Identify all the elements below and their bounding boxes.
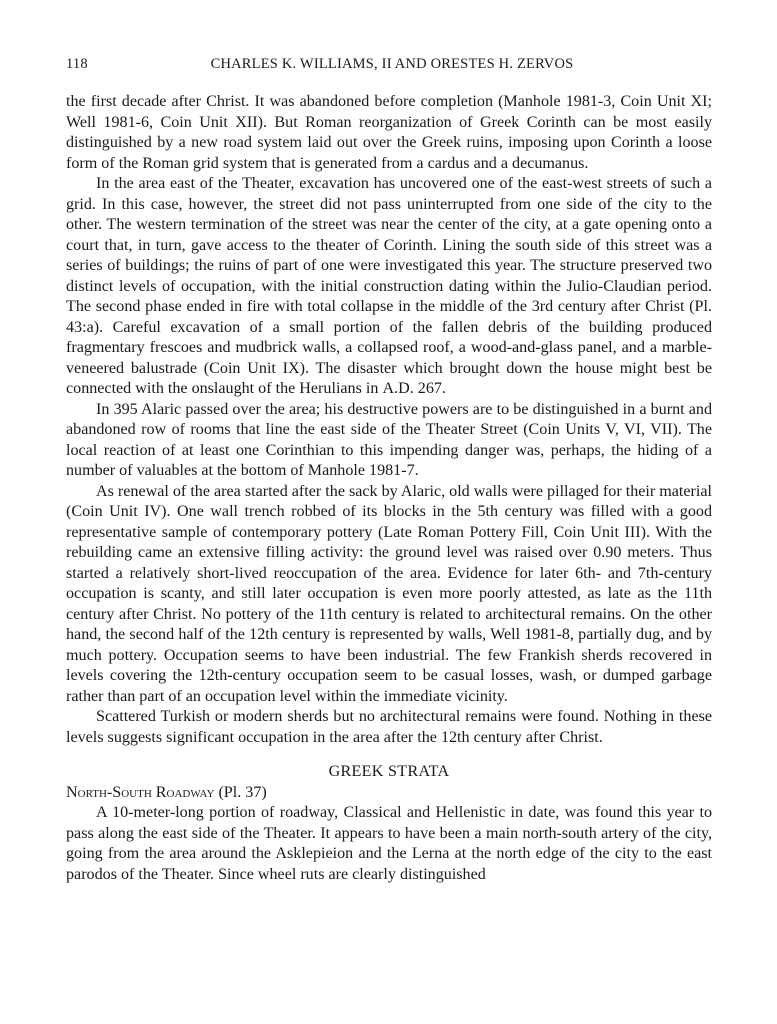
paragraph-east-west-street	[66, 174, 712, 400]
running-head	[66, 56, 712, 78]
body-text	[66, 92, 712, 885]
era-abbreviation: A.D.	[382, 380, 414, 397]
paragraph-renewal: As renewal of the area started after the sack by Alaric, old walls were pillaged for their material (Coin Unit IV). One wall trench robbed of its blocks in the 5th century was filled with a good representative sample of contemporary pottery (Late Roman Pottery Fill, Coin Unit III). With the rebuilding came an extensive filling activity: the ground level was raised over 0.90 meters. Thus started a relatively short-lived reoccupation of the area. Evidence for later 6th- and 7th-century occupation is scanty, and still later occupation is even more poorly attested, as late as the 11th century after Christ. No pottery of the 11th century is related to architectural remains. On the other hand, the second half of the 12th century is represented by walls, Well 1981-8, partially dug, and by much pottery. Occupation seems to have been industrial. The few Frankish sherds recovered in levels covering the 12th-century occupation seem to be casual losses, wash, or dumped garbage rather than part of an occupation level within the immediate vicinity.	[66, 482, 712, 705]
paragraph-alaric: In 395 Alaric passed over the area; his destructive powers are to be distinguished in a burnt and abandoned row of rooms that line the east side of the Theater Street (Coin Units V, VI, VII). The local reaction of at least one Corinthian to this impending danger was, perhaps, the hiding of a number of valuables at the bottom of Manhole 1981-7.	[66, 400, 712, 479]
paragraph-turkish-sherds: Scattered Turkish or modern sherds but no architectural remains were found. Nothing in these levels suggests significant occupation in the area after the 12th century after Christ.	[66, 708, 712, 746]
page	[66, 56, 712, 885]
running-head-authors: CHARLES K. WILLIAMS, II AND ORESTES H. ZERVOS	[210, 56, 574, 72]
subsection-title: North-South Roadway	[66, 783, 215, 801]
subsection-heading	[66, 783, 712, 804]
paragraph-east-west-street-text: In the area east of the Theater, excavation has uncovered one of the east-west streets of such a grid. In this case, however, the street did not pass uninterrupted from one side of the city to the other. The western termination of the street was near the center of the city, at a gate opening onto a court that, in turn, gave access to the theater of Corinth. Lining the south side of this street was a series of buildings; the ruins of part of one were investigated this year. The structure preserved two distinct levels of occupation, with the initial construction dating within the Julio-Claudian period. The second phase ended in fire with total collapse in the middle of the 3rd century after Christ (Pl. 43:a). Careful excavation of a small portion of the fallen debris of the building produced fragmentary frescoes and mudbrick walls, a collapsed roof, a wood-and-glass panel, and a marble-veneered balustrade (Coin Unit IX). The disaster which brought down the house might best be connected with the onslaught of the Herulians in	[66, 175, 712, 397]
herulian-year: 267.	[417, 380, 446, 397]
paragraph-roadway: A 10-meter-long portion of roadway, Classical and Hellenistic in date, was found this year to pass along the east side of the Theater. It appears to have been a main north-south artery of the city, going from the area around the Asklepieion and the Lerna at the north edge of the city to the east parodos of the Theater. Since wheel ruts are clearly distinguished	[66, 804, 712, 883]
paragraph-continued: the first decade after Christ. It was abandoned before completion (Manhole 1981-3, Coin Unit XI; Well 1981-6, Coin Unit XII). But Roman reorganization of Greek Corinth can be most easily distinguished by a new road system laid out over the Greek ruins, imposing upon Corinth a loose form of the Roman grid system that is generated from a cardus and a decumanus.	[66, 93, 712, 172]
section-heading: GREEK STRATA	[328, 763, 450, 780]
page-number: 118	[66, 56, 88, 72]
subsection-plate-ref: (Pl. 37)	[218, 783, 267, 801]
